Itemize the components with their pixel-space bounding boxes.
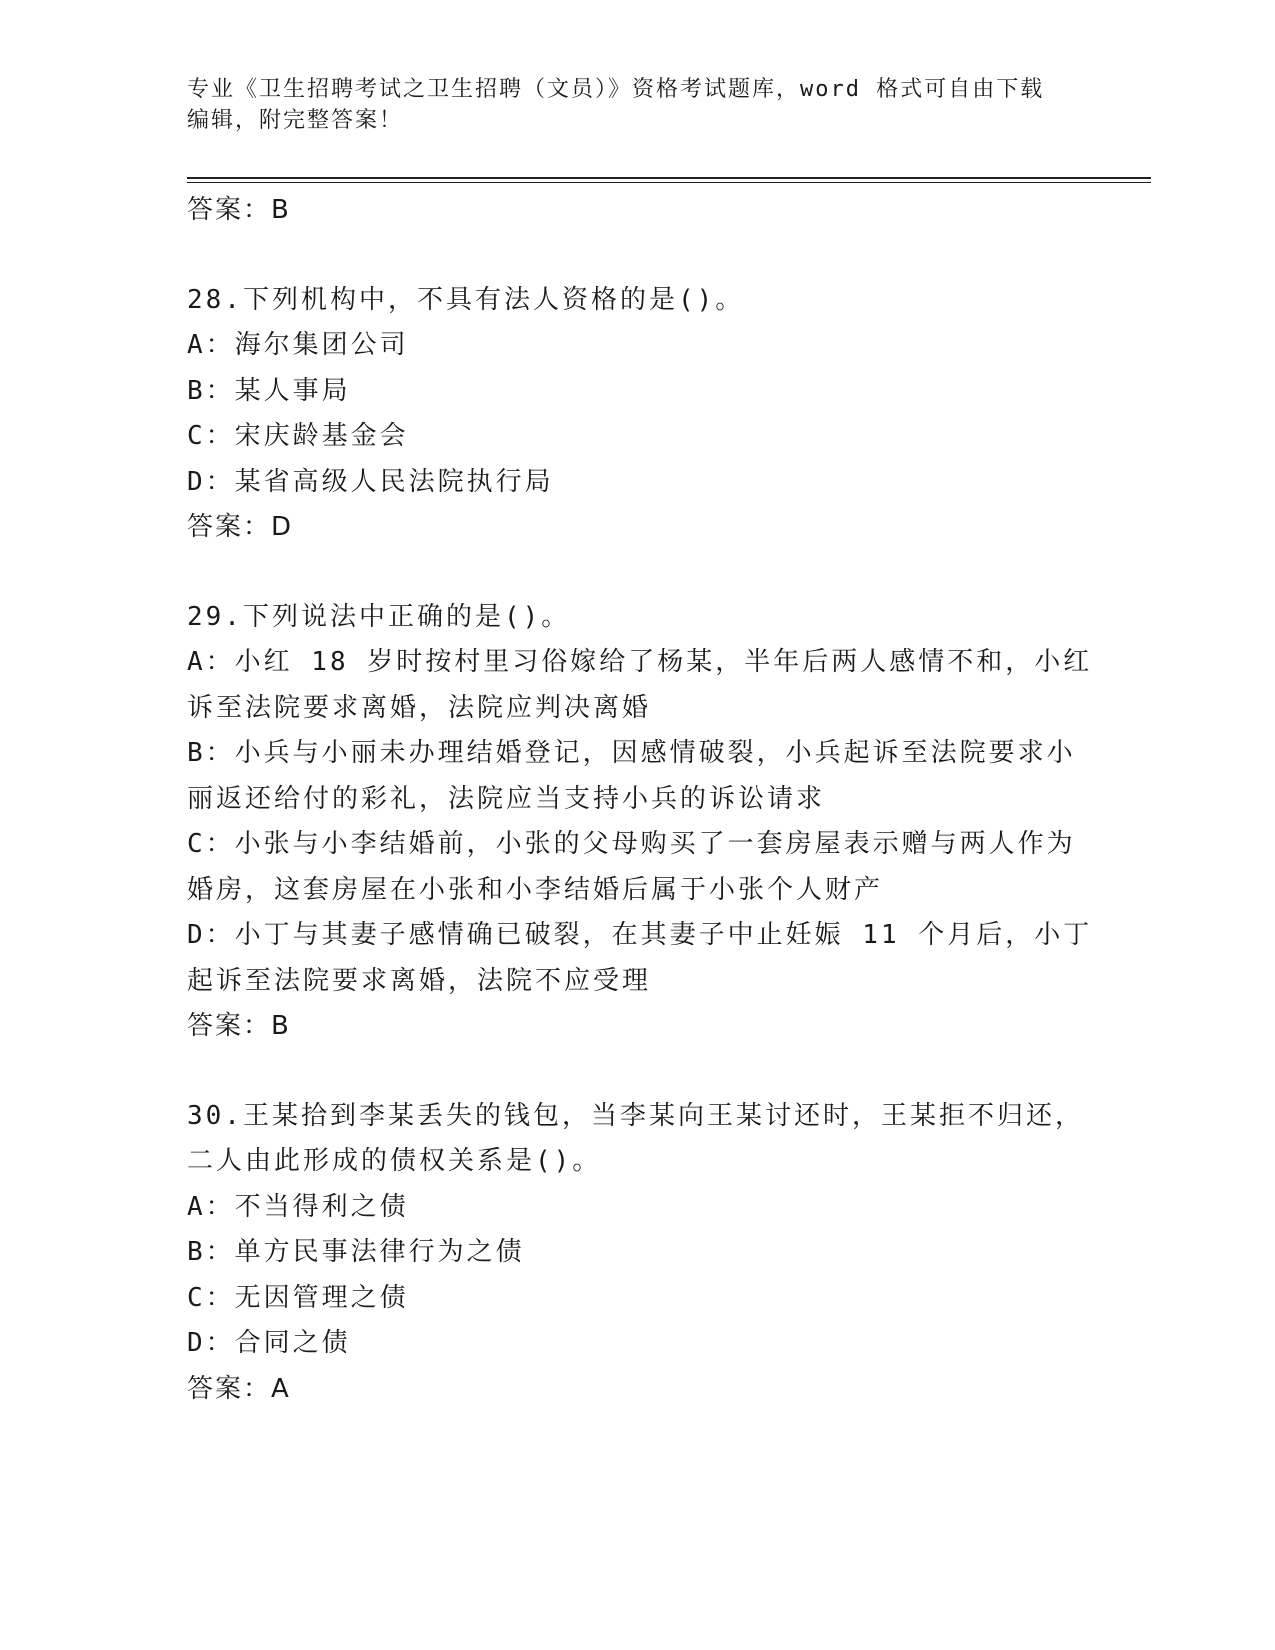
question-list [187, 188, 1093, 1412]
header-line-1: 专业《卫生招聘考试之卫生招聘（文员）》资格考试题库，word 格式可自由下载 [187, 77, 1045, 102]
question-28-option-c: C：宋庆龄基金会 [187, 421, 409, 451]
question-30-stem-line-2: 二人由此形成的债权关系是()。 [187, 1146, 602, 1176]
question-28-answer: 答案：D [187, 512, 294, 542]
question-29-option-c-line-1: C：小张与小李结婚前，小张的父母购买了一套房屋表示赠与两人作为 [187, 829, 1076, 859]
question-28-option-d: D：某省高级人民法院执行局 [187, 466, 554, 497]
question-29-option-c-line-2: 婚房，这套房屋在小张和小李结婚后属于小张个人财产 [187, 874, 884, 905]
question-30 [187, 1094, 1087, 1413]
question-28-stem: 28.下列机构中，不具有法人资格的是()。 [187, 284, 745, 315]
previous-answer: 答案：B [187, 195, 291, 225]
header-divider-thick [187, 177, 1151, 179]
question-28-option-a: A：海尔集团公司 [187, 330, 409, 360]
question-30-stem-line-1: 30.王某拾到李某丢失的钱包，当李某向王某讨还时，王某拒不归还， [187, 1100, 1084, 1131]
question-29-option-a-line-1: A：小红 18 岁时按村里习俗嫁给了杨某，半年后两人感情不和，小红 [187, 647, 1093, 677]
spacer [187, 551, 1087, 595]
question-29-stem: 29.下列说法中正确的是()。 [187, 601, 571, 632]
header-divider-thin [187, 182, 1151, 183]
question-28-option-b: B：某人事局 [187, 375, 351, 406]
question-30-option-c: C：无因管理之债 [187, 1282, 409, 1313]
spacer [187, 234, 1087, 278]
question-29-option-d-line-2: 起诉至法院要求离婚，法院不应受理 [187, 965, 652, 996]
spacer [187, 1050, 1087, 1094]
question-30-option-b: B：单方民事法律行为之债 [187, 1237, 525, 1267]
header-line-2: 编辑，附完整答案！ [187, 108, 404, 133]
question-29-option-b-line-1: B：小兵与小丽未办理结婚登记，因感情破裂，小兵起诉至法院要求小 [187, 738, 1076, 768]
question-28 [187, 278, 1087, 551]
question-30-option-a: A：不当得利之债 [187, 1191, 409, 1222]
document-header [187, 74, 1067, 136]
question-29-option-d-line-1: D：小丁与其妻子感情确已破裂，在其妻子中止妊娠 11 个月后，小丁 [187, 920, 1093, 950]
question-30-answer: 答案：A [187, 1373, 291, 1404]
question-29 [187, 595, 1093, 1050]
question-29-answer: 答案：B [187, 1011, 291, 1041]
question-30-option-d: D：合同之债 [187, 1328, 351, 1358]
question-29-option-a-line-2: 诉至法院要求离婚，法院应判决离婚 [187, 692, 652, 723]
question-29-option-b-line-2: 丽返还给付的彩礼，法院应当支持小兵的诉讼请求 [187, 783, 826, 814]
